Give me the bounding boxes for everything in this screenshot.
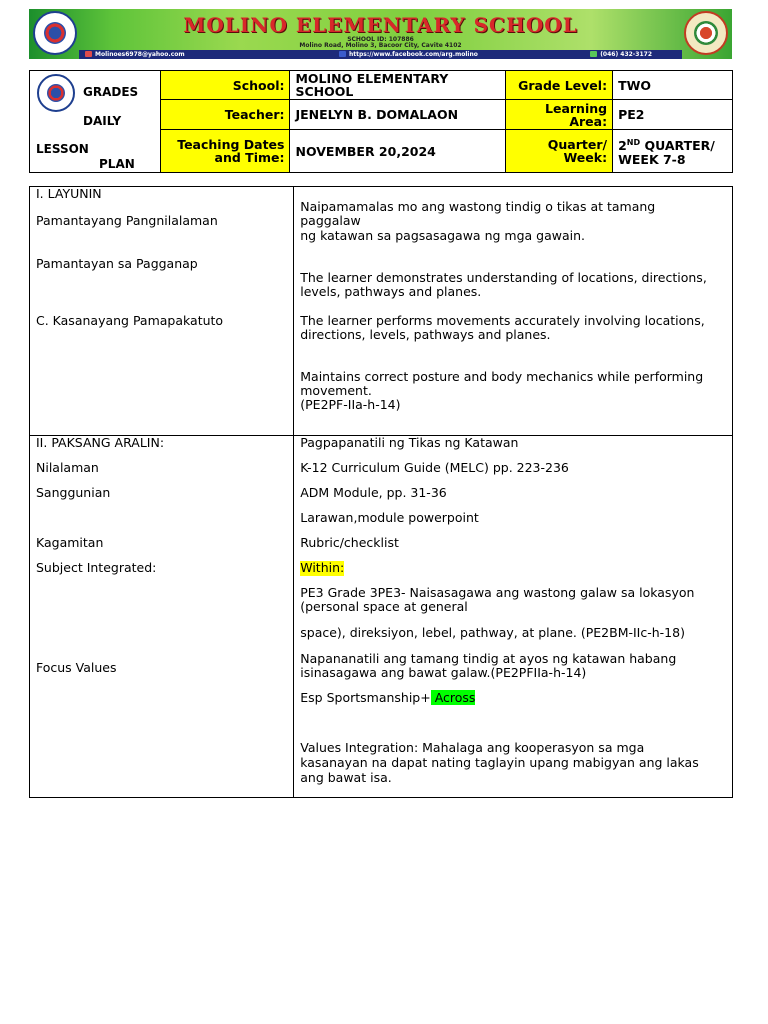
email-icon — [85, 51, 92, 57]
within-label: Within: — [300, 560, 345, 575]
banner-contact-bar — [79, 50, 682, 59]
title-word-plan: PLAN — [99, 157, 135, 171]
quarter-week-label-line1: Quarter/ — [547, 137, 608, 152]
school-seal-icon — [684, 11, 728, 55]
posture-line1: Napananatili ang tamang tindig at ayos ng katawan habang — [300, 651, 677, 666]
content-standard-line3: ng katawan sa pagsasagawa ng mga gawain. — [300, 228, 585, 243]
quarter-week-label-line2: Week: — [563, 150, 608, 165]
competency-line1: Maintains correct posture and body mechanics while performing — [300, 369, 704, 384]
esp-line — [300, 691, 475, 706]
banner-phone — [590, 50, 652, 59]
pe3-line3: space), direksiyon, lebel, pathway, at plane. (PE2BM-IIc-h-18) — [300, 625, 685, 640]
grade-level-value: TWO — [613, 71, 733, 100]
competency-label: C. Kasanayang Pamapakatuto — [36, 313, 224, 328]
subject-matter-labels-cell — [30, 436, 294, 798]
objectives-content-cell — [294, 187, 733, 436]
pe3-line2: (personal space at general — [300, 599, 468, 614]
learning-area-label-line2: Area: — [569, 113, 608, 129]
title-word-grades: GRADES — [83, 85, 139, 99]
objectives-heading: I. LAYUNIN — [36, 186, 102, 201]
banner-phone-text: (046) 432-3172 — [600, 51, 652, 58]
pe3-line1: PE3 Grade 3PE3- Naisasagawa ang wastong galaw sa lokasyon — [300, 585, 695, 600]
quarter-ordinal: ND — [626, 138, 641, 148]
school-banner — [29, 9, 732, 59]
focus-values-label: Focus Values — [36, 660, 117, 675]
school-value — [290, 71, 506, 100]
understanding-line2: levels, pathways and planes. — [300, 284, 482, 299]
dlp-title-cell — [30, 71, 161, 173]
topic-text: Pagpapanatili ng Tikas ng Katawan — [300, 435, 519, 450]
banner-email — [85, 50, 185, 59]
title-word-lesson: LESSON — [36, 142, 89, 156]
phone-icon — [590, 51, 597, 57]
quarter-week-value — [613, 130, 733, 173]
banner-address: Molino Road, Molino 3, Bacoor City, Cavite 4102 — [299, 42, 462, 49]
teaching-dates-label-line1: Teaching Dates — [177, 137, 285, 152]
quarter-week-label — [506, 130, 613, 173]
objectives-row — [30, 187, 733, 436]
school-label: School: — [160, 71, 290, 100]
school-value-line1: MOLINO ELEMENTARY — [295, 71, 449, 86]
values-integration-line1: Values Integration: Mahalaga ang kooperasyon sa mga — [300, 740, 645, 755]
subject-matter-heading: II. PAKSANG ARALIN: — [36, 435, 165, 450]
banner-email-text: Molinoes6978@yahoo.com — [95, 51, 185, 58]
learning-area-label-line1: Learning — [545, 100, 608, 116]
reference-label: Sanggunian — [36, 485, 111, 500]
week-text: WEEK 7-8 — [618, 151, 686, 167]
quarter-number: 2 — [618, 138, 627, 154]
facebook-icon — [339, 51, 346, 57]
teacher-label: Teacher: — [160, 100, 290, 130]
banner-school-name: MOLINO ELEMENTARY SCHOOL — [183, 13, 578, 37]
teacher-value: JENELYN B. DOMALAON — [290, 100, 506, 130]
banner-school-id: SCHOOL ID: 107886 — [347, 36, 414, 43]
materials-text-1: Larawan,module powerpoint — [300, 510, 479, 525]
objectives-labels-cell — [30, 187, 294, 436]
subject-matter-content-cell — [294, 436, 733, 798]
subject-matter-row — [30, 436, 733, 798]
performance-line1: The learner performs movements accurately involving locations, — [300, 313, 705, 328]
quarter-text: QUARTER/ — [640, 138, 715, 154]
teaching-dates-value: NOVEMBER 20,2024 — [290, 130, 506, 173]
teaching-dates-label-line2: and Time: — [214, 150, 285, 165]
content-standard-label: Pamantayang Pangnilalaman — [36, 213, 218, 228]
materials-label: Kagamitan — [36, 535, 104, 550]
banner-facebook — [339, 50, 478, 59]
school-value-line2: SCHOOL — [295, 84, 354, 99]
posture-line2: isinasagawa ang bawat galaw.(PE2PFIIa-h-14) — [300, 665, 587, 680]
learning-area-value: PE2 — [613, 100, 733, 130]
lesson-plan-table — [29, 186, 733, 798]
reference-text-2: ADM Module, pp. 31-36 — [300, 485, 447, 500]
learning-area-label — [506, 100, 613, 130]
competency-code: (PE2PF-IIa-h-14) — [300, 397, 401, 412]
esp-text: Esp Sportsmanship+ — [300, 690, 431, 705]
teaching-dates-label — [160, 130, 290, 173]
content-label: Nilalaman — [36, 460, 99, 475]
understanding-line1: The learner demonstrates understanding of locations, directions, — [300, 270, 707, 285]
title-word-daily: DAILY — [83, 114, 122, 128]
values-integration-line2: kasanayan na dapat nating taglayin upang mabigyan ang lakas — [300, 755, 699, 770]
grade-level-label: Grade Level: — [506, 71, 613, 100]
performance-line2: directions, levels, pathways and planes. — [300, 327, 551, 342]
content-standard-line2: paggalaw — [300, 213, 361, 228]
across-highlight: Across — [430, 690, 476, 705]
content-standard-line1: Naipamamalas mo ang wastong tindig o tikas at tamang — [300, 199, 656, 214]
header-table — [29, 70, 733, 173]
values-integration-line3: ang bawat isa. — [300, 770, 392, 785]
subject-integrated-label: Subject Integrated: — [36, 560, 157, 575]
performance-standard-label: Pamantayan sa Pagganap — [36, 256, 198, 271]
deped-logo-icon — [37, 74, 75, 112]
materials-text-2: Rubric/checklist — [300, 535, 399, 550]
competency-line2: movement. — [300, 383, 372, 398]
banner-facebook-text: https://www.facebook.com/arg.molino — [349, 51, 478, 58]
reference-text-1: K-12 Curriculum Guide (MELC) pp. 223-236 — [300, 460, 569, 475]
